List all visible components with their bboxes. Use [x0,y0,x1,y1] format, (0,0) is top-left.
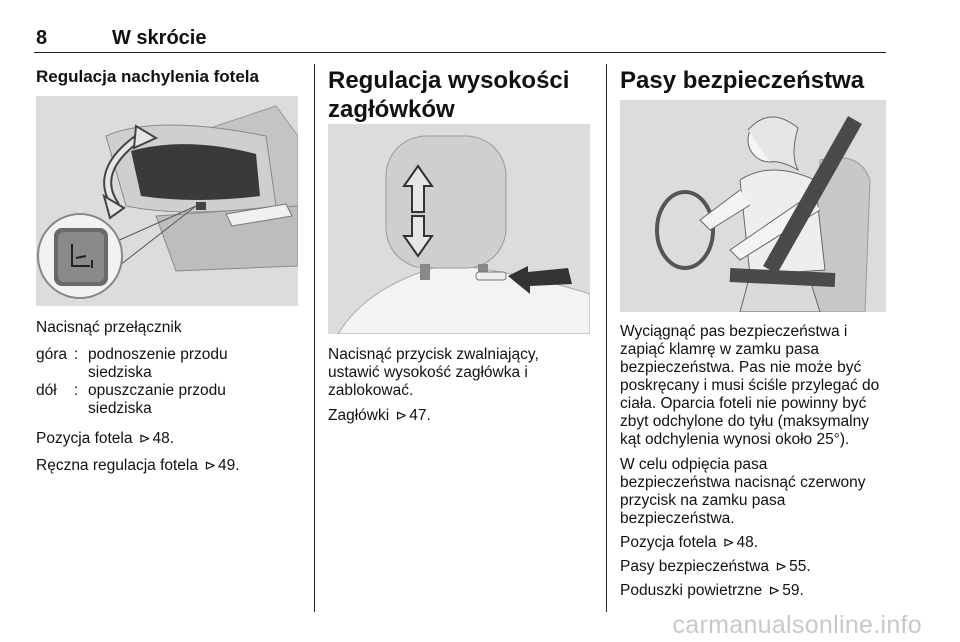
column-divider-1 [314,64,315,612]
cross-ref-seatbelts[interactable]: Pasy bezpieczeństwa ⊳ 55. [620,558,811,575]
cross-ref-airbags[interactable]: Poduszki powietrzne ⊳ 59. [620,582,804,599]
seatbelt-paragraph-2: W celu odpięcia pasa bezpieczeństwa nacisnąć czerwony przycisk na zamku pasa bezpieczeństwa. [620,456,866,527]
reference-arrow-icon: ⊳ [138,430,151,446]
column-divider-2 [606,64,607,612]
cross-ref-headrests[interactable]: Zagłówki ⊳ 47. [328,407,431,424]
definition-row-up [36,346,296,382]
definition-term: dół [36,382,57,399]
seatbelt-paragraph-1: Wyciągnąć pas bezpieczeństwa i zapiąć klamrę w zamku pasa bezpieczeństwa. Pas nie może być poskręcany i musi ściśle przylegać do ciała. Oparcia foteli nie powinny być zbyt odchylone do tyłu (maksymalny kąt odchylenia wynosi około 25°). [620,323,880,448]
reference-arrow-icon: ⊳ [768,582,781,598]
chapter-title: W skrócie [112,27,207,49]
reference-arrow-icon: ⊳ [775,558,788,574]
seat-tilt-instruction: Nacisnąć przełącznik [36,319,182,336]
cross-ref-manual-seat-adjust[interactable]: Ręczna regulacja fotela ⊳ 49. [36,457,240,474]
seat-tilt-definitions [36,346,296,418]
headrest-figure [328,124,590,334]
watermark: carmanualsonline.info [672,611,922,639]
cross-ref-seat-position[interactable]: Pozycja fotela ⊳ 48. [36,430,175,447]
seatbelt-figure [620,100,886,312]
headrest-instruction: Nacisnąć przycisk zwalniający, ustawić wysokość zagłówka i zablokować. [328,346,539,399]
page-number: 8 [36,27,48,49]
section-heading-seat-tilt: Regulacja nachylenia fotela [36,67,259,86]
reference-arrow-icon: ⊳ [722,534,735,550]
definition-term: góra [36,346,68,363]
reference-arrow-icon: ⊳ [395,407,408,423]
definition-text: podnoszenie przodu siedziska [88,346,228,381]
definition-row-down [36,382,296,418]
reference-arrow-icon: ⊳ [204,457,217,473]
cross-ref-seat-position-2[interactable]: Pozycja fotela ⊳ 48. [620,534,759,551]
section-heading-headrest: Regulacja wysokości zagłówków [328,67,570,123]
header-rule [34,52,886,53]
section-heading-seatbelts: Pasy bezpieczeństwa [620,67,865,94]
definition-separator: : [74,382,79,399]
definition-separator: : [74,346,79,363]
definition-text: opuszczanie przodu siedziska [88,382,226,417]
seat-tilt-figure [36,96,298,306]
